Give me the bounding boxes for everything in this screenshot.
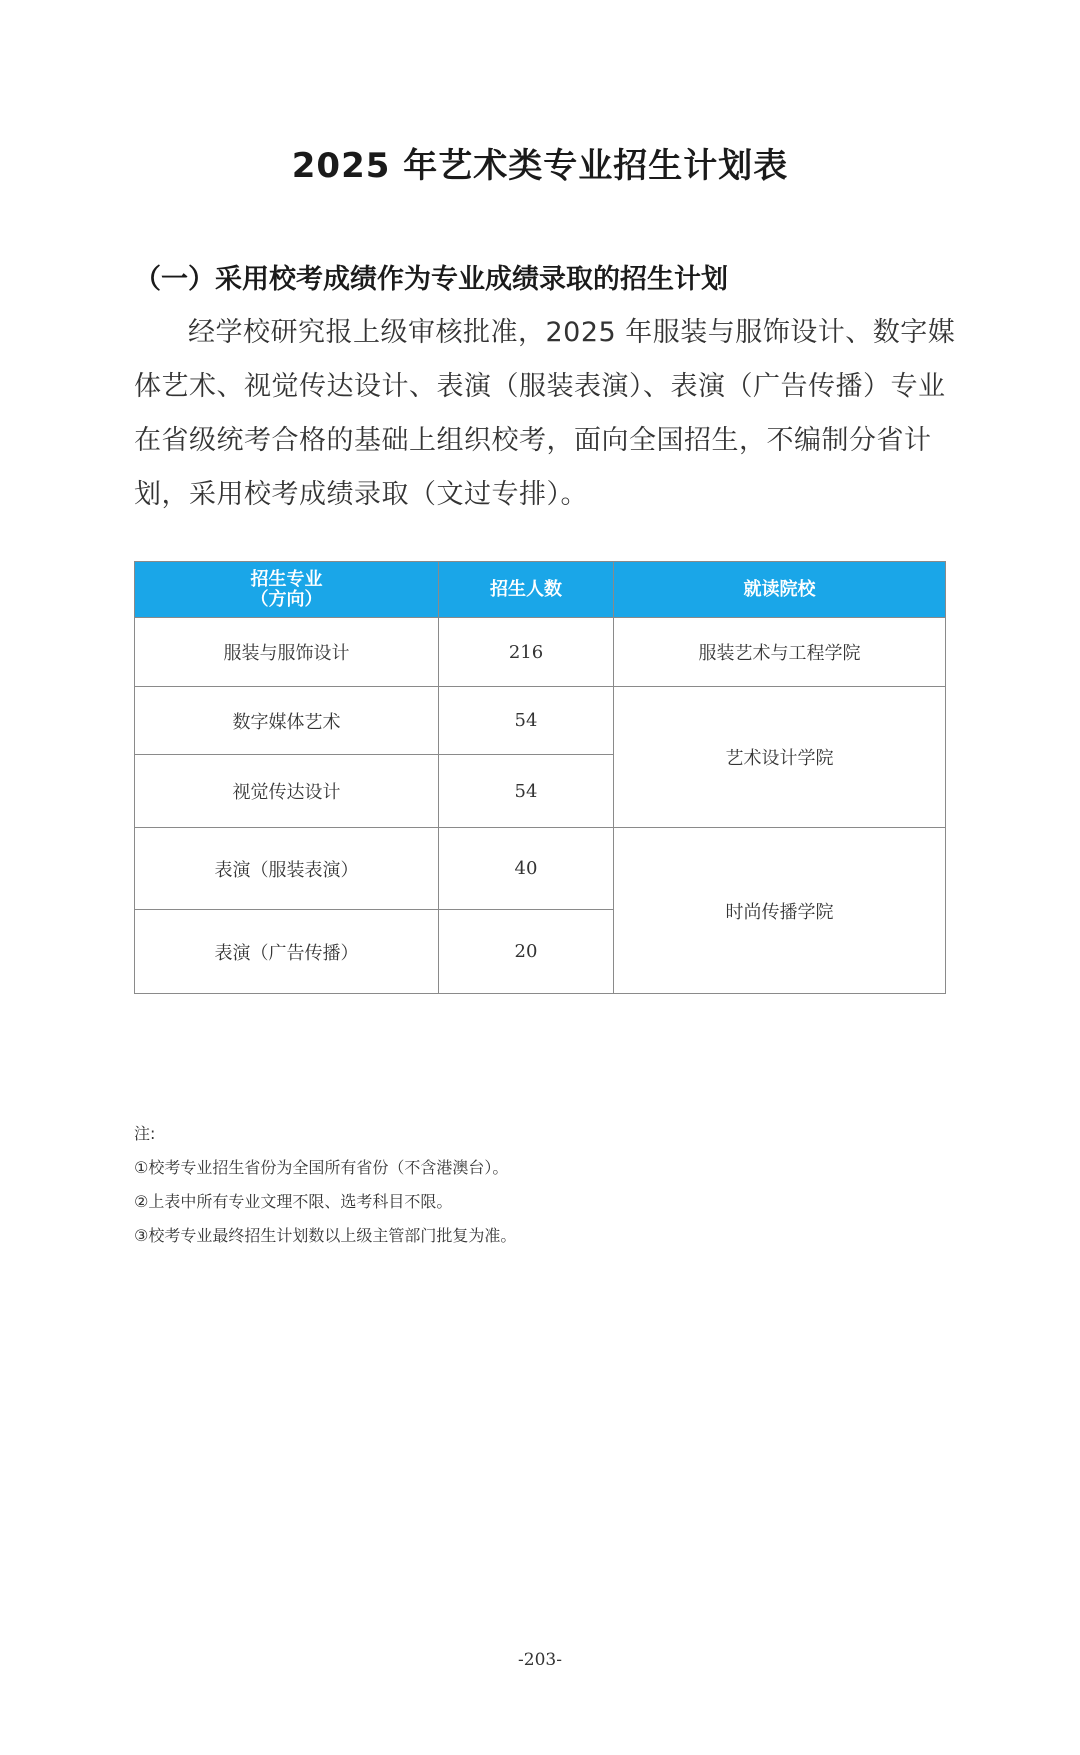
cell-major: 视觉传达设计	[135, 755, 439, 828]
notes-section	[134, 1117, 516, 1253]
page-title: 2025 年艺术类专业招生计划表	[291, 146, 789, 186]
section-heading: （一）采用校考成绩作为专业成绩录取的招生计划	[134, 264, 728, 295]
header-major-line2: （方向）	[250, 588, 323, 610]
note-item: ③校考专业最终招生计划数以上级主管部门批复为准。	[134, 1226, 517, 1245]
table-row	[135, 828, 946, 910]
table-header-row	[135, 562, 946, 618]
cell-college: 时尚传播学院	[614, 828, 946, 994]
cell-major: 数字媒体艺术	[135, 687, 439, 755]
enrollment-plan-table	[134, 561, 946, 994]
cell-count: 216	[439, 618, 614, 687]
notes-label: 注:	[134, 1124, 156, 1143]
header-college: 就读院校	[614, 562, 946, 618]
cell-college: 艺术设计学院	[614, 687, 946, 828]
note-item: ①校考专业招生省份为全国所有省份（不含港澳台）。	[134, 1158, 509, 1177]
table-row	[135, 687, 946, 755]
cell-major: 服装与服饰设计	[135, 618, 439, 687]
cell-college: 服装艺术与工程学院	[614, 618, 946, 687]
table-row	[135, 618, 946, 687]
cell-count: 40	[439, 828, 614, 910]
cell-count: 20	[439, 910, 614, 994]
cell-major: 表演（服装表演）	[135, 828, 439, 910]
cell-count: 54	[439, 755, 614, 828]
note-item: ②上表中所有专业文理不限、选考科目不限。	[134, 1192, 453, 1211]
cell-major: 表演（广告传播）	[135, 910, 439, 994]
header-major-line1: 招生专业	[250, 568, 323, 590]
header-count: 招生人数	[439, 562, 614, 618]
cell-count: 54	[439, 687, 614, 755]
section-paragraph: 经学校研究报上级审核批准，2025 年服装与服饰设计、数字媒体艺术、视觉传达设计、表演（服装表演）、表演（广告传播）专业在省级统考合格的基础上组织校考，面向全国招生，不编制分省计划，采用校考成绩录取（文过专排）。	[134, 317, 956, 510]
header-major	[135, 562, 439, 618]
page-number: -203-	[518, 1650, 562, 1670]
